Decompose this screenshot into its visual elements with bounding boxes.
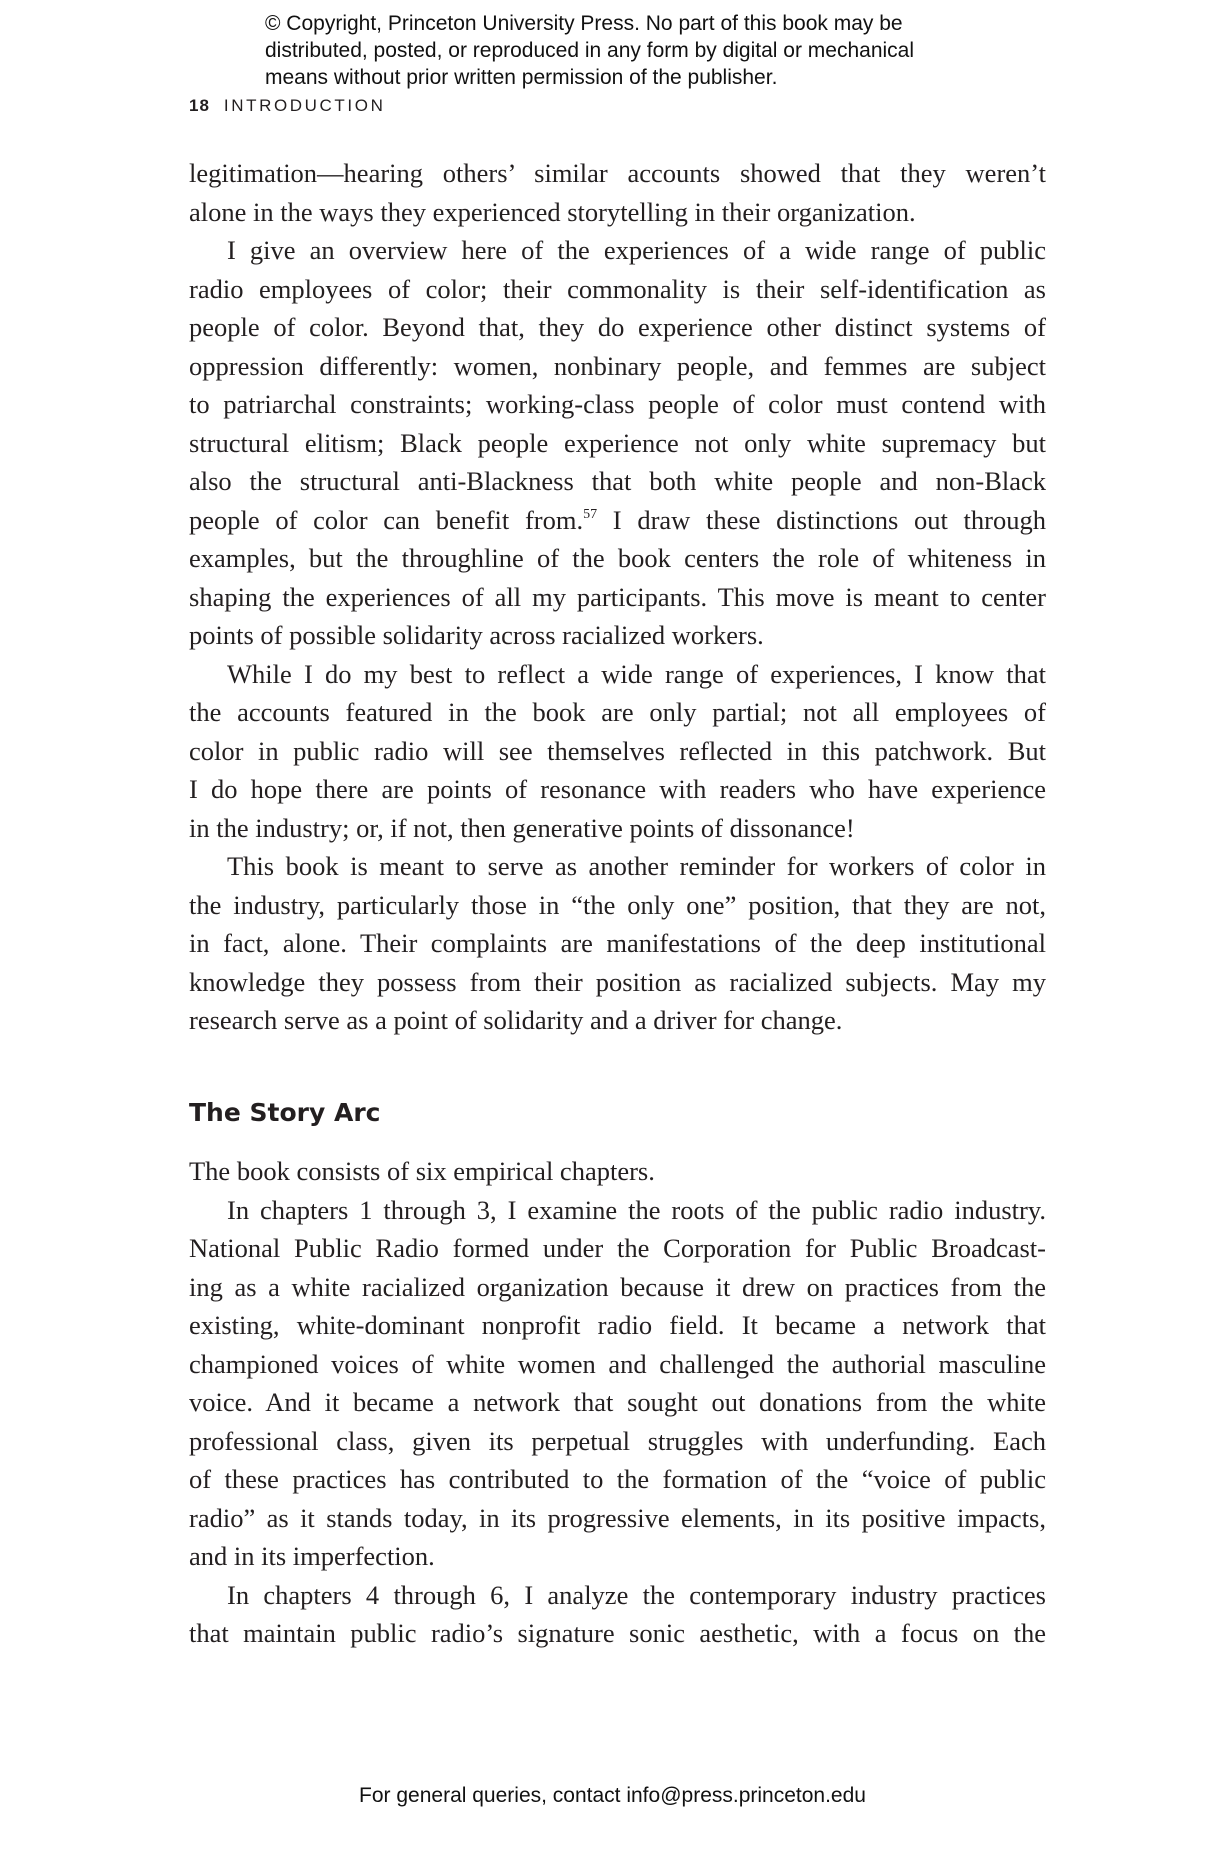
text-line: research serve as a point of solidarity and a driver for change. xyxy=(189,1005,843,1035)
section-heading: The Story Arc xyxy=(189,1098,381,1127)
text-line: and in its imperfection. xyxy=(189,1541,435,1571)
copyright-line: means without prior written permission of the publisher. xyxy=(265,66,778,89)
paragraph xyxy=(189,847,1046,1040)
text-line: radio employees of color; their commonality is their self-identification as xyxy=(189,273,1046,304)
text-line: examples, but the throughline of the book centers the role of whiteness in xyxy=(189,543,1046,573)
text-line: oppression differently: women, nonbinary people, and femmes are subject xyxy=(189,350,1046,381)
text-line xyxy=(189,501,1046,540)
paragraph xyxy=(189,154,1046,231)
text-line: The book consists of six empirical chapters. xyxy=(189,1156,655,1186)
text-line: points of possible solidarity across racialized workers. xyxy=(189,620,764,650)
text-line: alone in the ways they experienced storytelling in their organization. xyxy=(189,196,916,227)
text-line: of these practices has contributed to the formation of the “voice of public xyxy=(189,1464,1046,1494)
text-line: legitimation—hearing others’ similar accounts showed that they weren’t xyxy=(189,158,1046,188)
text-line: voice. And it became a network that sought out donations from the white xyxy=(189,1387,1046,1417)
paragraph xyxy=(189,231,1046,655)
text-line: shaping the experiences of all my participants. This move is meant to center xyxy=(189,581,1046,612)
text-line: ing as a white racialized organization because it drew on practices from the xyxy=(189,1271,1046,1302)
text-line: championed voices of white women and challenged the authorial masculine xyxy=(189,1348,1046,1379)
footnote-marker[interactable]: 57 xyxy=(583,506,598,522)
running-head-title: INTRODUCTION xyxy=(223,96,386,115)
text-line: In chapters 4 through 6, I analyze the contemporary industry practices xyxy=(227,1579,1046,1610)
paragraph xyxy=(189,1152,1046,1191)
text-line: In chapters 1 through 3, I examine the roots of the public radio industry. xyxy=(227,1194,1046,1225)
footer-contact: For general queries, contact info@press.princeton.edu xyxy=(359,1784,866,1807)
copyright-line: distributed, posted, or reproduced in any form by digital or mechanical xyxy=(265,39,915,62)
running-head xyxy=(189,96,385,116)
text-segment: I draw these distinctions out through xyxy=(597,504,1046,535)
text-line: structural elitism; Black people experience not only white supremacy but xyxy=(189,427,1046,458)
text-line: National Public Radio formed under the Corporation for Public Broadcast- xyxy=(189,1233,1046,1263)
text-line: in fact, alone. Their complaints are manifestations of the deep institutional xyxy=(189,928,1046,958)
text-line: knowledge they possess from their position as racialized subjects. May my xyxy=(189,966,1046,997)
paragraph xyxy=(189,1191,1046,1576)
text-segment: people of color can benefit from. xyxy=(189,504,584,535)
text-line: While I do my best to reflect a wide range of experiences, I know that xyxy=(227,658,1046,689)
text-line: that maintain public radio’s signature sonic aesthetic, with a focus on the xyxy=(189,1618,1046,1648)
copyright-notice xyxy=(265,10,914,91)
paragraph xyxy=(189,1576,1046,1653)
text-line: I do hope there are points of resonance with readers who have experience xyxy=(189,774,1046,804)
text-line: also the structural anti-Blackness that both white people and non-Black xyxy=(189,466,1046,496)
text-line: radio” as it stands today, in its progressive elements, in its positive impacts, xyxy=(189,1502,1046,1533)
text-line: to patriarchal constraints; working-class people of color must contend with xyxy=(189,389,1046,419)
page-number: 18 xyxy=(189,96,210,115)
body-text-section-2 xyxy=(189,1152,1046,1653)
paragraph xyxy=(189,655,1046,848)
text-line: in the industry; or, if not, then generative points of dissonance! xyxy=(189,812,855,843)
text-line: color in public radio will see themselves reflected in this patchwork. But xyxy=(189,735,1046,766)
body-text-section-1 xyxy=(189,154,1046,1040)
text-line: professional class, given its perpetual struggles with underfunding. Each xyxy=(189,1425,1046,1456)
text-line: I give an overview here of the experiences of a wide range of public xyxy=(227,235,1046,265)
text-line: the accounts featured in the book are only partial; not all employees of xyxy=(189,697,1046,727)
text-line: existing, white-dominant nonprofit radio field. It became a network that xyxy=(189,1310,1046,1340)
text-line: people of color. Beyond that, they do experience other distinct systems of xyxy=(189,312,1046,342)
text-line: the industry, particularly those in “the only one” position, that they are not, xyxy=(189,889,1046,920)
text-line: This book is meant to serve as another reminder for workers of color in xyxy=(227,851,1046,881)
copyright-line: © Copyright, Princeton University Press. No part of this book may be xyxy=(265,12,903,35)
